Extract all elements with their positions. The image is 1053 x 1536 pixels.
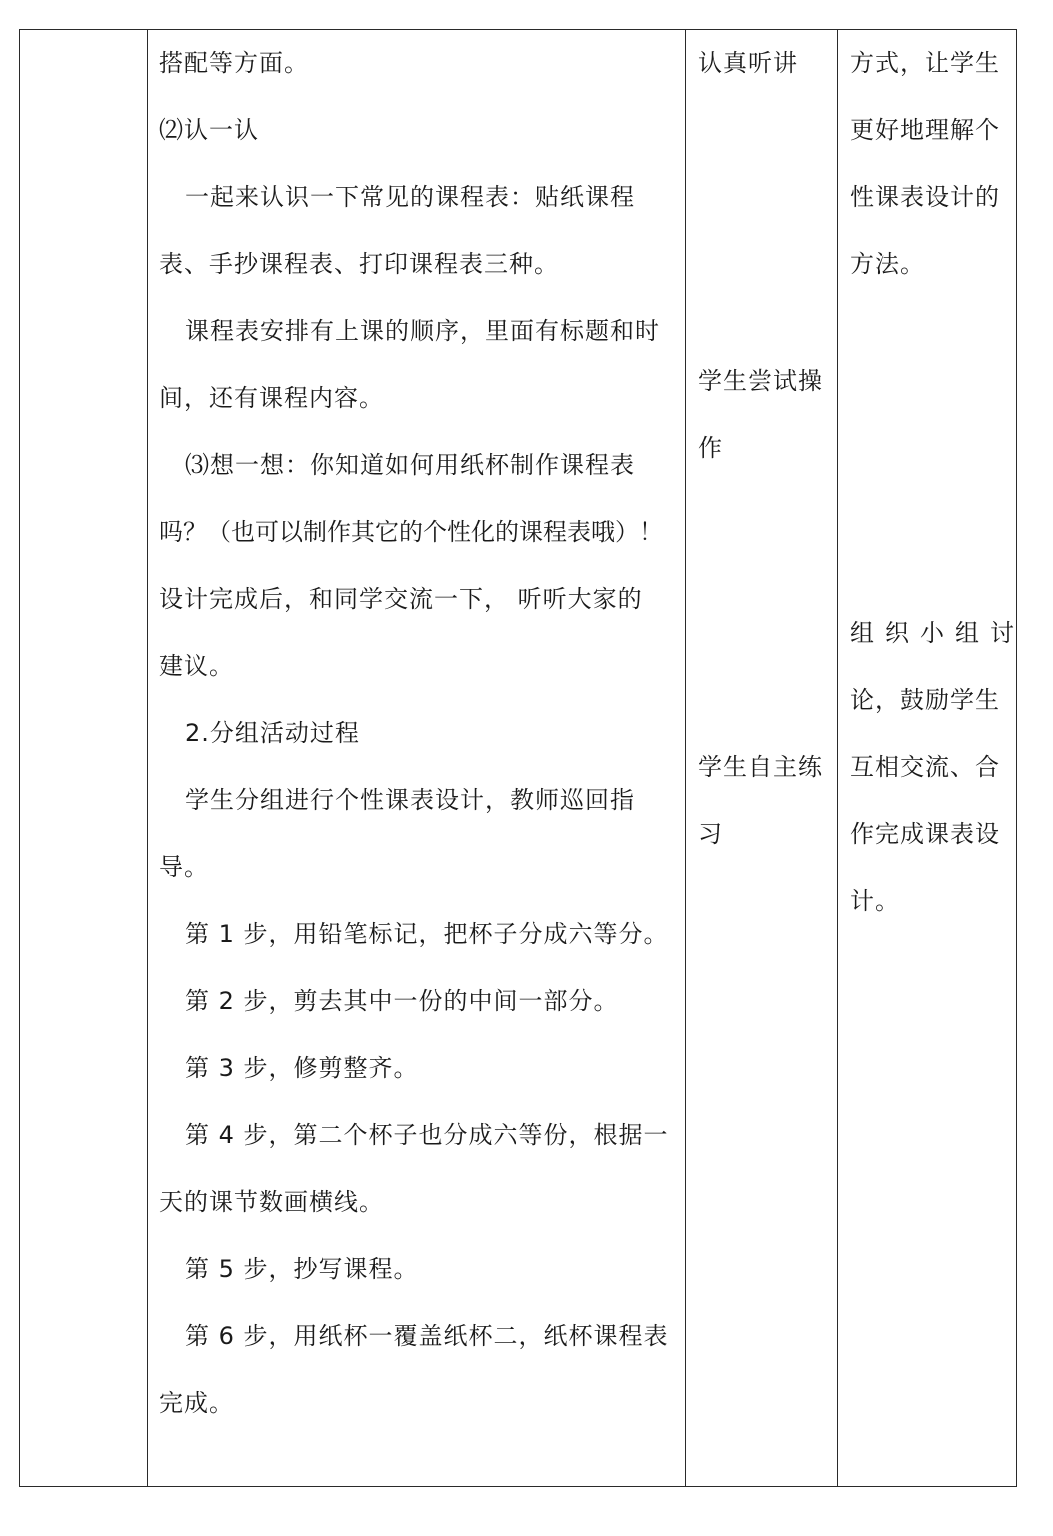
content-line: 课程表安排有上课的顺序，里面有标题和时 xyxy=(185,317,660,345)
intent-line: 互相交流、合 xyxy=(850,753,1000,781)
intent-line: 组织小组讨 xyxy=(850,619,1025,647)
step-line: 第 3 步，修剪整齐。 xyxy=(185,1054,419,1082)
intent-line: 方法。 xyxy=(850,250,925,278)
lesson-plan-table xyxy=(19,29,1025,1487)
intent-line: 性课表设计的 xyxy=(850,183,1000,211)
step-line: 第 1 步，用铅笔标记，把杯子分成六等分。 xyxy=(185,920,669,948)
content-line: 学生分组进行个性课表设计，教师巡回指 xyxy=(185,786,635,814)
student-activity-line: 认真听讲 xyxy=(698,49,798,77)
design-intent-column xyxy=(838,30,1025,1486)
step-line: 完成。 xyxy=(159,1389,234,1417)
empty-first-column xyxy=(20,30,148,1486)
content-line: 间，还有课程内容。 xyxy=(159,384,384,412)
step-line: 第 6 步，用纸杯一覆盖纸杯二，纸杯课程表 xyxy=(185,1322,669,1350)
step-line: 第 2 步，剪去其中一份的中间一部分。 xyxy=(185,987,619,1015)
content-line: 吗？（也可以制作其它的个性化的课程表哦）！ xyxy=(159,518,663,546)
student-activity-line: 作 xyxy=(698,434,723,462)
student-activity-line: 学生自主练 xyxy=(698,753,823,781)
intent-line: 论，鼓励学生 xyxy=(850,686,1000,714)
content-line: 搭配等方面。 xyxy=(159,49,309,77)
step-line: 第 4 步，第二个杯子也分成六等份，根据一 xyxy=(185,1121,669,1149)
content-line: ⑶想一想：你知道如何用纸杯制作课程表 xyxy=(185,451,635,479)
intent-line: 计。 xyxy=(850,887,900,915)
intent-line: 更好地理解个 xyxy=(850,116,1000,144)
content-line: 表、手抄课程表、打印课程表三种。 xyxy=(159,250,559,278)
content-line: 导。 xyxy=(159,853,209,881)
intent-line: 方式，让学生 xyxy=(850,49,1000,77)
content-line: 一起来认识一下常见的课程表：贴纸课程 xyxy=(185,183,635,211)
teaching-content-column xyxy=(148,30,686,1486)
step-line: 第 5 步，抄写课程。 xyxy=(185,1255,419,1283)
content-line: ⑵认一认 xyxy=(159,116,259,144)
content-line: 建议。 xyxy=(159,652,234,680)
content-line: 设计完成后，和同学交流一下， 听听大家的 xyxy=(159,585,643,613)
student-activity-column xyxy=(687,30,838,1486)
student-activity-line: 学生尝试操 xyxy=(698,367,823,395)
step-line: 天的课节数画横线。 xyxy=(159,1188,384,1216)
student-activity-line: 习 xyxy=(698,820,723,848)
intent-line: 作完成课表设 xyxy=(850,820,1000,848)
section-heading: 2.分组活动过程 xyxy=(185,719,360,747)
